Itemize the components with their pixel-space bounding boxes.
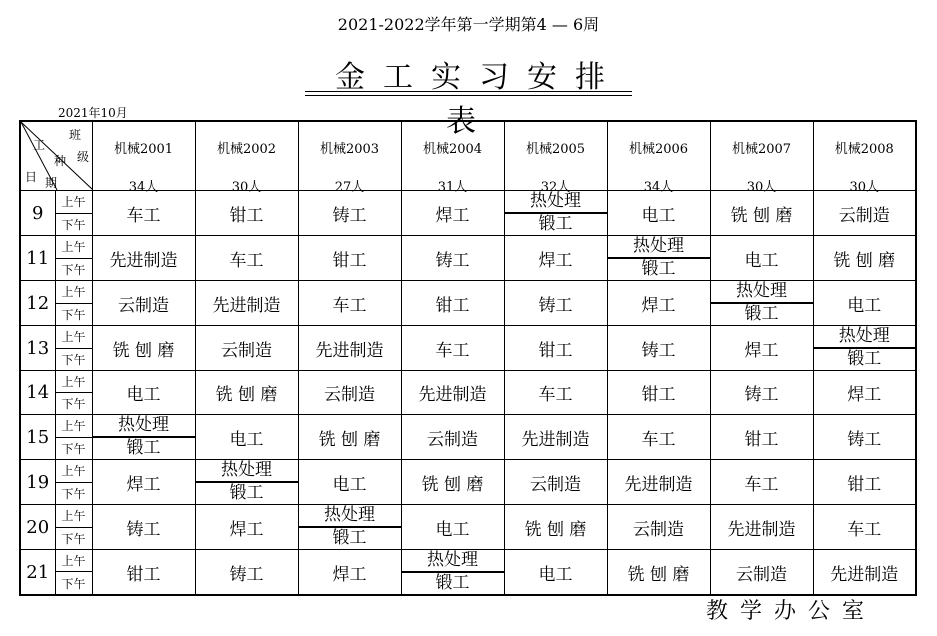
class-name: 机械2004 — [422, 142, 483, 157]
pm-label: 下午 — [55, 258, 92, 281]
course-cell: 焊工 — [607, 281, 710, 326]
class-count: 31人 — [437, 180, 468, 195]
course-pm: 锻工 — [608, 257, 710, 280]
course-cell: 铸工 — [607, 326, 710, 371]
class-name: 机械2001 — [113, 142, 174, 157]
week-number: 19 — [20, 460, 55, 505]
course-cell: 铣 刨 磨 — [195, 371, 298, 415]
course-cell: 电工 — [195, 415, 298, 460]
class-count: 34人 — [128, 180, 159, 195]
course-cell: 钳工 — [710, 415, 813, 460]
course-pm: 锻工 — [814, 347, 916, 370]
pm-label: 下午 — [55, 393, 92, 415]
schedule-subtitle: 2021-2022学年第一学期第4 — 6周 — [337, 15, 600, 34]
course-cell: 铸工 — [813, 415, 916, 460]
course-cell: 电工 — [710, 236, 813, 281]
class-name: 机械2003 — [319, 142, 380, 157]
course-cell: 钳工 — [401, 281, 504, 326]
week-row — [20, 460, 916, 483]
course-cell: 钳工 — [813, 460, 916, 505]
course-pm: 锻工 — [711, 302, 813, 325]
class-count: 34人 — [643, 180, 674, 195]
course-cell: 焊工 — [813, 371, 916, 415]
course-cell: 云制造 — [298, 371, 401, 415]
course-am: 热处理 — [118, 415, 169, 435]
course-cell: 焊工 — [298, 550, 401, 596]
course-pm: 锻工 — [93, 436, 195, 459]
course-am: 热处理 — [427, 550, 478, 570]
am-label: 上午 — [55, 550, 92, 572]
course-cell: 电工 — [401, 505, 504, 550]
week-number: 11 — [20, 236, 55, 281]
course-cell: 铸工 — [504, 281, 607, 326]
am-label: 上午 — [55, 281, 92, 304]
split-course-cell — [504, 191, 607, 236]
week-number: 20 — [20, 505, 55, 550]
week-number: 21 — [20, 550, 55, 596]
corner-gong: 工 — [33, 138, 46, 152]
course-cell: 车工 — [607, 415, 710, 460]
class-header — [710, 121, 813, 195]
course-am: 热处理 — [633, 236, 684, 256]
split-course-cell — [813, 326, 916, 371]
split-course-cell — [195, 460, 298, 505]
pm-label: 下午 — [55, 527, 92, 550]
am-label: 上午 — [55, 505, 92, 528]
course-cell: 车工 — [401, 326, 504, 371]
am-label: 上午 — [55, 371, 92, 393]
split-course-cell — [401, 550, 504, 596]
course-cell: 焊工 — [504, 236, 607, 281]
course-cell: 焊工 — [710, 326, 813, 371]
week-row — [20, 371, 916, 393]
pm-label: 下午 — [55, 213, 92, 236]
week-row — [20, 326, 916, 349]
office-signature: 教学办公室 — [706, 599, 877, 624]
course-cell: 先进制造 — [298, 326, 401, 371]
course-cell: 先进制造 — [401, 371, 504, 415]
corner-cell — [20, 121, 92, 191]
week-number: 15 — [20, 415, 55, 460]
course-cell: 焊工 — [92, 460, 195, 505]
class-name: 机械2008 — [834, 142, 894, 157]
course-cell: 铣 刨 磨 — [607, 550, 710, 596]
class-name: 机械2006 — [628, 142, 689, 157]
class-header — [298, 121, 401, 195]
am-label: 上午 — [55, 415, 92, 438]
course-cell: 云制造 — [195, 326, 298, 371]
class-count: 30人 — [746, 180, 777, 195]
course-cell: 先进制造 — [195, 281, 298, 326]
split-course-cell — [298, 505, 401, 550]
course-cell: 车工 — [813, 505, 916, 550]
am-label: 上午 — [55, 460, 92, 483]
course-cell: 铸工 — [92, 505, 195, 550]
course-cell: 焊工 — [195, 505, 298, 550]
course-cell: 云制造 — [607, 505, 710, 550]
course-am: 热处理 — [324, 505, 375, 525]
course-cell: 铸工 — [195, 550, 298, 596]
week-row — [20, 505, 916, 528]
am-label: 上午 — [55, 236, 92, 259]
week-number: 13 — [20, 326, 55, 371]
course-cell: 车工 — [710, 460, 813, 505]
schedule-table — [19, 120, 917, 596]
class-header — [607, 121, 710, 195]
course-cell: 电工 — [298, 460, 401, 505]
course-cell: 先进制造 — [813, 550, 916, 596]
pm-label: 下午 — [55, 482, 92, 505]
split-course-cell — [92, 415, 195, 460]
course-cell: 铣 刨 磨 — [298, 415, 401, 460]
course-cell: 云制造 — [813, 191, 916, 236]
course-cell: 先进制造 — [607, 460, 710, 505]
course-cell: 电工 — [92, 371, 195, 415]
course-am: 热处理 — [530, 191, 581, 211]
course-cell: 钳工 — [298, 236, 401, 281]
course-cell: 云制造 — [92, 281, 195, 326]
title-underline — [305, 91, 632, 92]
corner-ban: 班 — [69, 128, 82, 142]
course-cell: 先进制造 — [92, 236, 195, 281]
pm-label: 下午 — [55, 303, 92, 326]
course-cell: 铸工 — [298, 191, 401, 236]
course-cell: 电工 — [504, 550, 607, 596]
course-cell: 车工 — [298, 281, 401, 326]
am-label: 上午 — [55, 326, 92, 349]
course-cell: 电工 — [607, 191, 710, 236]
course-cell: 电工 — [813, 281, 916, 326]
class-header — [92, 121, 195, 195]
class-count: 32人 — [540, 180, 571, 195]
course-cell: 钳工 — [92, 550, 195, 596]
course-cell: 云制造 — [401, 415, 504, 460]
course-cell: 云制造 — [504, 460, 607, 505]
course-cell: 先进制造 — [710, 505, 813, 550]
split-course-cell — [607, 236, 710, 281]
am-label: 上午 — [55, 191, 92, 214]
course-am: 热处理 — [221, 460, 272, 480]
course-cell: 钳工 — [504, 326, 607, 371]
corner-ji: 级 — [77, 150, 90, 164]
course-pm: 锻工 — [299, 526, 401, 549]
course-cell: 铣 刨 磨 — [813, 236, 916, 281]
course-cell: 车工 — [504, 371, 607, 415]
class-header — [401, 121, 504, 195]
week-row — [20, 281, 916, 304]
course-cell: 铣 刨 磨 — [710, 191, 813, 236]
course-pm: 锻工 — [505, 212, 607, 235]
course-cell: 铣 刨 磨 — [504, 505, 607, 550]
class-header — [195, 121, 298, 195]
week-row — [20, 415, 916, 438]
course-cell: 铸工 — [710, 371, 813, 415]
course-cell: 车工 — [92, 191, 195, 236]
class-name: 机械2002 — [216, 142, 277, 157]
course-cell: 先进制造 — [504, 415, 607, 460]
week-number: 9 — [20, 191, 55, 236]
page-title: 金工实习安排表 — [335, 60, 623, 139]
corner-qi: 期 — [45, 176, 58, 190]
course-cell: 铣 刨 磨 — [92, 326, 195, 371]
class-name: 机械2005 — [525, 142, 586, 157]
course-cell: 焊工 — [401, 191, 504, 236]
course-cell: 云制造 — [710, 550, 813, 596]
course-cell: 铸工 — [401, 236, 504, 281]
course-cell: 铣 刨 磨 — [401, 460, 504, 505]
course-cell: 钳工 — [195, 191, 298, 236]
course-am: 热处理 — [838, 326, 890, 346]
corner-zhong: 种 — [54, 154, 67, 168]
week-number: 14 — [20, 371, 55, 415]
class-count: 30人 — [231, 180, 262, 195]
pm-label: 下午 — [55, 348, 92, 371]
week-number: 12 — [20, 281, 55, 326]
class-header — [813, 121, 916, 195]
week-row — [20, 550, 916, 572]
title-underline-double — [305, 95, 632, 96]
class-count: 30人 — [849, 180, 880, 195]
week-row — [20, 236, 916, 259]
split-course-cell — [710, 281, 813, 326]
class-count: 27人 — [334, 180, 365, 195]
course-cell: 车工 — [195, 236, 298, 281]
course-am: 热处理 — [736, 281, 787, 301]
class-name: 机械2007 — [731, 142, 792, 157]
header-row — [20, 121, 916, 191]
course-pm: 锻工 — [402, 571, 504, 594]
pm-label: 下午 — [55, 437, 92, 460]
class-header — [504, 121, 607, 195]
corner-ri: 日 — [25, 170, 38, 184]
course-cell: 钳工 — [607, 371, 710, 415]
course-pm: 锻工 — [196, 481, 298, 504]
pm-label: 下午 — [55, 572, 92, 595]
date-label: 2021年10月 — [58, 106, 128, 120]
